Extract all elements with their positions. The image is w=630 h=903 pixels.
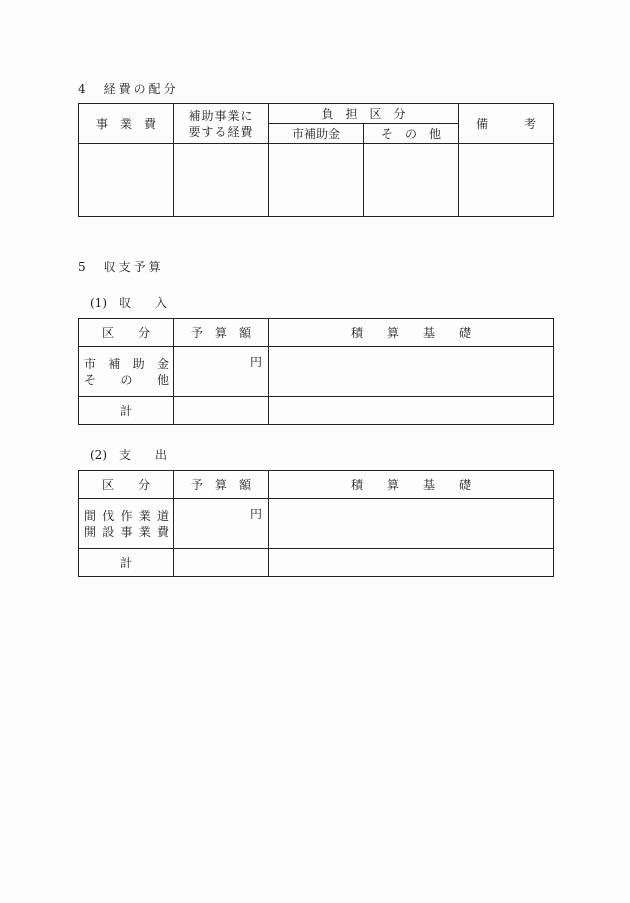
other-cell xyxy=(364,144,459,217)
city-subsidy-cell xyxy=(269,144,364,217)
expense-row-project-cost: 開設事業費 xyxy=(84,524,169,539)
income-heading: (1) 収 入 xyxy=(90,296,167,310)
expense-col-category: 区 分 xyxy=(79,471,174,499)
expense-col-basis: 積 算 基 礎 xyxy=(269,471,554,499)
col-subsidy-cost-header xyxy=(174,104,269,144)
expense-table xyxy=(78,470,554,577)
col-city-subsidy-header: 市補助金 xyxy=(269,124,364,144)
cost-allocation-table xyxy=(78,103,554,217)
expense-total-budget xyxy=(174,549,269,577)
expense-total-label: 計 xyxy=(79,549,174,577)
section5-heading: 5 収支予算 xyxy=(78,260,164,274)
income-total-label: 計 xyxy=(79,397,174,425)
income-col-basis: 積 算 基 礎 xyxy=(269,319,554,347)
income-row-other: その他 xyxy=(84,372,169,387)
expense-category-cell xyxy=(79,499,174,549)
col-project-cost-header: 事 業 費 xyxy=(79,104,174,144)
income-col-budget: 予 算 額 xyxy=(174,319,269,347)
expense-budget-unit: 円 xyxy=(174,499,269,549)
col-remarks-header: 備 考 xyxy=(459,104,554,144)
col-burden-header: 負 担 区 分 xyxy=(269,104,459,124)
income-basis-cell xyxy=(269,347,554,397)
income-category-cell xyxy=(79,347,174,397)
income-row-city-subsidy: 市補助金 xyxy=(84,356,169,371)
remarks-cell xyxy=(459,144,554,217)
expense-col-budget: 予 算 額 xyxy=(174,471,269,499)
expense-row-forest-road: 間伐作業道 xyxy=(84,508,169,523)
section4-heading: 4 経費の配分 xyxy=(78,82,179,96)
income-table xyxy=(78,318,554,425)
col-subsidy-cost-line1: 補助事業に xyxy=(188,108,254,123)
income-col-category: 区 分 xyxy=(79,319,174,347)
expense-total-basis xyxy=(269,549,554,577)
income-budget-unit: 円 xyxy=(174,347,269,397)
col-subsidy-cost-line2: 要する経費 xyxy=(188,124,254,139)
subsidy-cost-cell xyxy=(174,144,269,217)
col-other-header: そ の 他 xyxy=(364,124,459,144)
expense-heading: (2) 支 出 xyxy=(90,448,167,462)
income-total-budget xyxy=(174,397,269,425)
expense-basis-cell xyxy=(269,499,554,549)
income-total-basis xyxy=(269,397,554,425)
project-cost-cell xyxy=(79,144,174,217)
